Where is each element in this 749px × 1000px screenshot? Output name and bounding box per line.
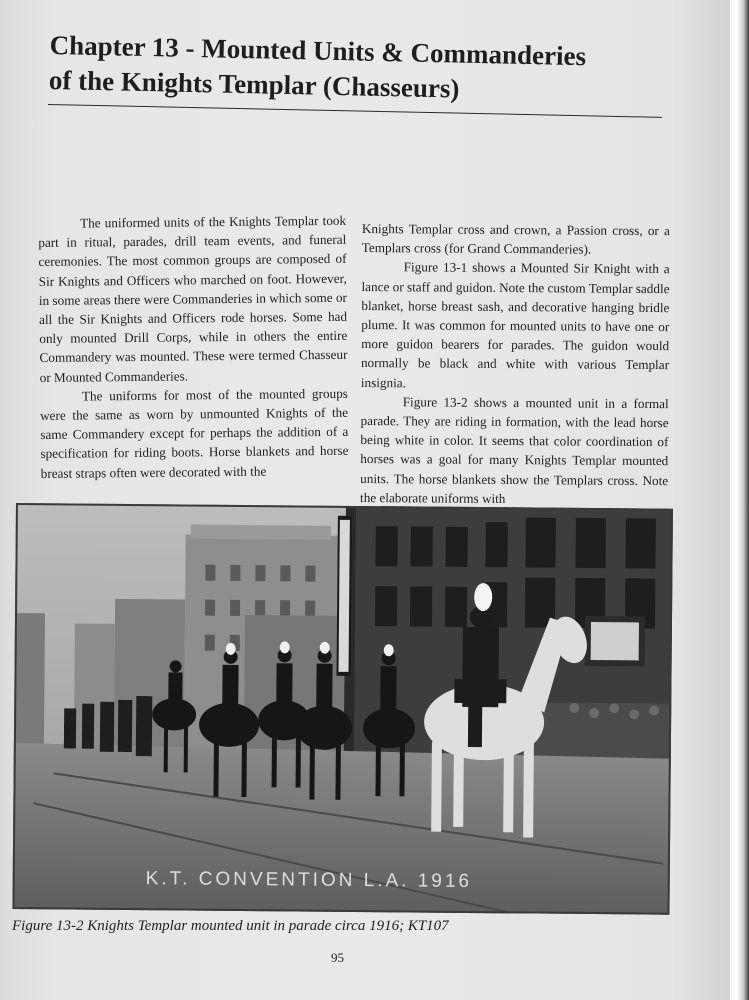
body-column-right [360,219,670,509]
chapter-title-line-1: Chapter 13 - Mounted Units & Commanderies [49,29,587,72]
page-number: 95 [331,950,344,965]
paragraph-uniformed-units: The uniformed units of the Knights Templar took part in ritual, parades, drill team events, and funeral ceremonies. The most common groups are composed of Sir Knights and Officers who marched on foot. However, in some areas there were Commanderies in which some or all the Sir Knights and Officers rode horses. Some had only mounted Drill Corps, while in others the entire Commandery was mounted. These were termed Chasseur or Mounted Commanderies. [38,212,348,385]
chapter-title-line-2: of the Knights Templar (Chasseurs) [48,64,460,104]
paragraph-cross-continuation: Knights Templar cross and crown, a Passion cross, or a Templars cross (for Grand Commanderies). [361,220,670,257]
paragraph-figure-13-2: Figure 13-2 shows a mounted unit in a formal parade. They are riding in formation, with the lead horse being white in color. It seems that color coordination of horses was a goal for many Knights Templar mounted units. The horse blankets show the Templars cross. Note the elaborate uniforms with [360,394,669,506]
book-spine-edge [730,0,749,1000]
paragraph-figure-13-1: Figure 13-1 shows a Mounted Sir Knight with a lance or staff and guidon. Note the custom Templar saddle blanket, horse breast sash, and decorative hanging bridle plume. It was common for mounted units to have one or more guidon bearers for parades. The guidon would normally be black and white with various Templar insignia. [360,259,670,390]
photo-stamp-text: K.T. CONVENTION L.A. 1916 [145,868,473,892]
body-column-left [38,211,349,483]
chapter-title [49,28,670,111]
parade-photograph [12,503,673,915]
figure-caption: Figure 13-2 Knights Templar mounted unit in parade circa 1916; KT107 [12,918,449,934]
paragraph-uniforms-mounted: The uniforms for most of the mounted groups were the same as worn by unmounted Knights of the same Commandery except for perhaps the addition of a specification for riding boots. Horse blankets and horse breast straps often were decorated with the [40,385,349,481]
